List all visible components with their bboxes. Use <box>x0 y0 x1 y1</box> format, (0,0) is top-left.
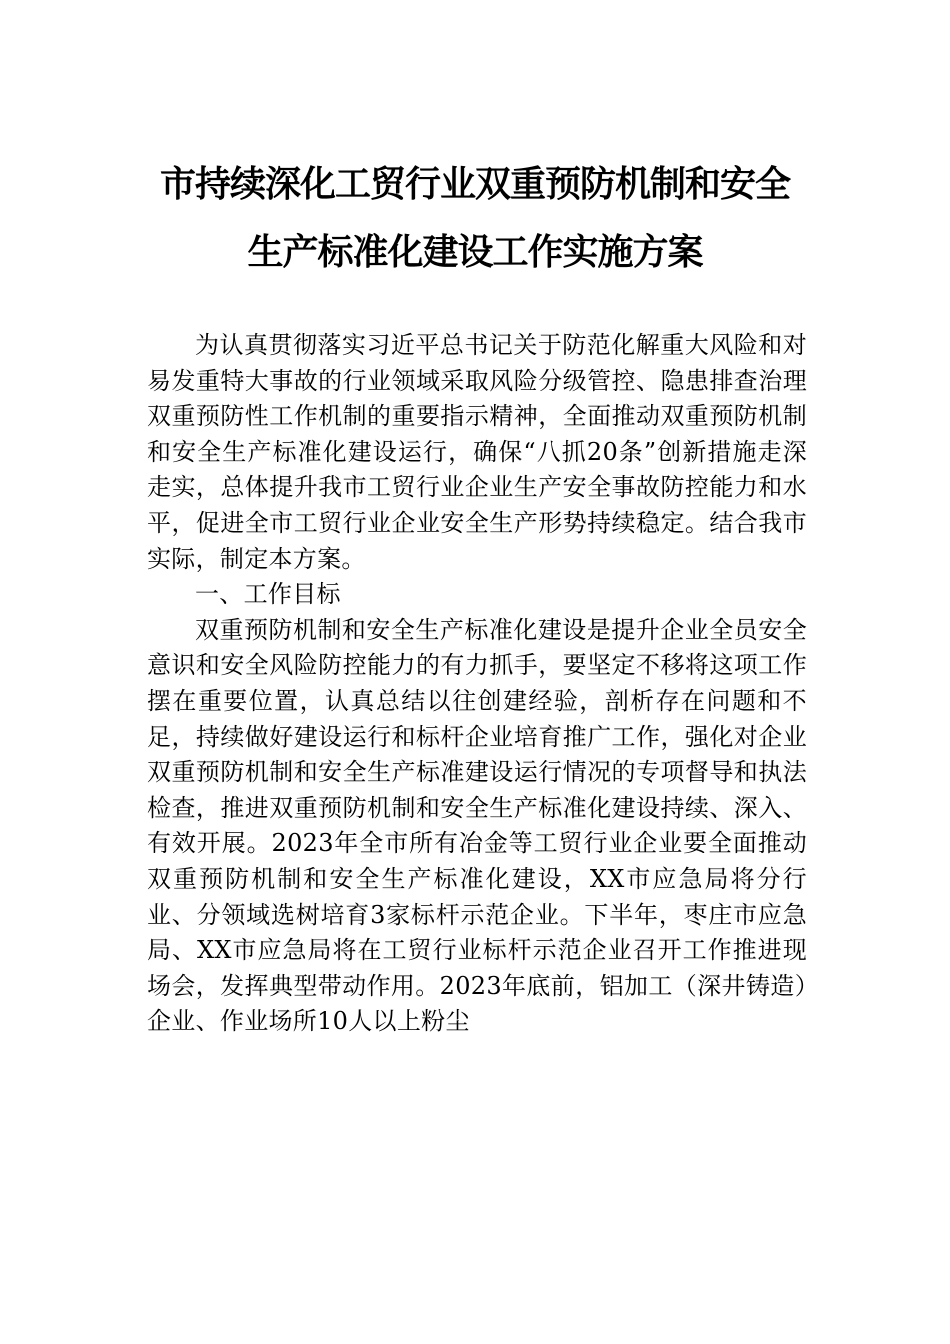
document-body <box>147 328 807 1040</box>
section-heading-work-goals: 一、工作目标 <box>195 580 341 609</box>
work-goals-paragraph: 双重预防机制和安全生产标准化建设是提升企业全员安全意识和安全风险防控能力的有力抓手，要坚定不移将这项工作摆在重要位置，认真总结以往创建经验，剖析存在问题和不足，持续做好建设运行和标杆企业培育推广工作，强化对企业双重预防机制和安全生产标准建设运行情况的专项督导和执法检查，推进双重预防机制和安全生产标准化建设持续、深入、有效开展。2023年全市所有冶金等工贸行业企业要全面推动双重预防机制和安全生产标准化建设，XX市应急局将分行业、分领域选树培育3家标杆示范企业。下半年，枣庄市应急局、XX市应急局将在工贸行业标杆示范企业召开工作推进现场会，发挥典型带动作用。2023年底前，铝加工（深井铸造）企业、作业场所10人以上粉尘 <box>147 615 807 1036</box>
document-title-line-1: 市持续深化工贸行业双重预防机制和安全 <box>159 164 790 205</box>
intro-paragraph: 为认真贯彻落实习近平总书记关于防范化解重大风险和对易发重特大事故的行业领域采取风险分级管控、隐患排查治理双重预防性工作机制的重要指示精神，全面推动双重预防机制和安全生产标准化建设运行，确保“八抓20条”创新措施走深走实，总体提升我市工贸行业企业生产安全事故防控能力和水平，促进全市工贸行业企业安全生产形势持续稳定。结合我市实际，制定本方案。 <box>147 331 807 573</box>
document-title-line-2: 生产标准化建设工作实施方案 <box>247 232 703 273</box>
